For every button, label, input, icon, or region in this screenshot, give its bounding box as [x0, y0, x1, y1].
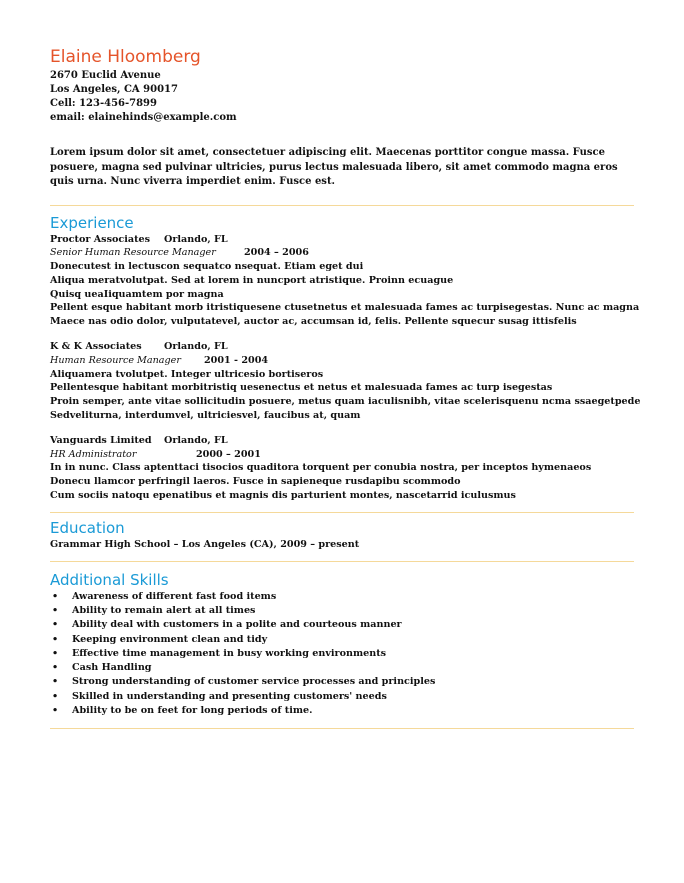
education-entry: Grammar High School – Los Angeles (CA), 2009 – present: [50, 538, 360, 550]
job-role: HR Administrator: [50, 448, 137, 460]
job-dates: 2000 – 2001: [196, 448, 261, 460]
skill-item: [50, 675, 634, 689]
skill-text: Strong understanding of customer service processes and principles: [72, 676, 436, 688]
skill-item: [50, 661, 634, 675]
bullet-icon: •: [52, 662, 59, 674]
skill-text: Cash Handling: [72, 662, 152, 674]
company-name: Proctor Associates: [50, 233, 151, 245]
job-role: Human Resource Manager: [50, 354, 181, 366]
job-description-line: In in nunc. Class aptenttaci tisocios quaditora torquent per conubia nostra, per inceptos hymenaeos: [50, 462, 592, 474]
skills-list: [50, 590, 634, 719]
job-entry: [50, 233, 640, 330]
skills-heading: Additional Skills: [50, 570, 169, 589]
job-description-line: Pellentesque habitant morbitristiq uesenectus et netus et malesuada fames ac turp isegestas: [50, 382, 553, 394]
divider: [50, 512, 634, 513]
job-description-line: Sedveliturna, interdumvel, ultriciesvel, faucibus at, quam: [50, 410, 361, 422]
skill-item: [50, 618, 634, 632]
skill-item: [50, 647, 634, 661]
job-role-row: [50, 246, 634, 260]
skill-item: [50, 604, 634, 618]
bullet-icon: •: [52, 604, 59, 616]
summary-paragraph: Lorem ipsum dolor sit amet, consectetuer adipiscing elit. Maecenas porttitor congue massa. Fusce posuere, magna sed pulvinar ultricies, purus lectus malesuada libero, sit amet commodo magna eros quis urna. Nunc viverra imperdiet enim. Fusce est.: [50, 147, 618, 187]
job-description-line: Maece nas odio dolor, vulputatevel, auctor ac, accumsan id, felis. Pellente squecur susag ittisfelis: [50, 316, 577, 328]
skill-item: [50, 704, 634, 718]
divider: [50, 728, 634, 729]
job-description-line: Aliqua meratvolutpat. Sed at lorem in nuncport atristique. Proinn ecuague: [50, 274, 454, 286]
bullet-icon: •: [52, 619, 59, 631]
skill-item: [50, 633, 634, 647]
job-location: Orlando, FL: [164, 434, 228, 446]
company-name: Vanguards Limited: [50, 434, 152, 446]
company-name: K & K Associates: [50, 341, 142, 353]
bullet-icon: •: [52, 590, 59, 602]
skill-text: Skilled in understanding and presenting customers' needs: [72, 690, 387, 702]
job-description-line: Cum sociis natoqu epenatibus et magnis dis parturient montes, nascetarrid iculusmus: [50, 490, 516, 502]
job-description-line: Proin semper, ante vitae sollicitudin posuere, metus quam iaculisnibh, vitae scelerisquenu ncma ssaegetpede: [50, 396, 641, 408]
bullet-icon: •: [52, 690, 59, 702]
contact-block: [50, 69, 634, 125]
divider: [50, 561, 634, 562]
job-role-row: [50, 448, 634, 462]
skill-text: Ability deal with customers in a polite and courteous manner: [72, 619, 402, 631]
job-header: [50, 434, 634, 448]
skill-text: Effective time management in busy working environments: [72, 647, 387, 659]
bullet-icon: •: [52, 705, 59, 717]
job-header: [50, 340, 634, 354]
job-header: [50, 233, 634, 247]
experience-heading: Experience: [50, 213, 134, 232]
resume-name: Elaine Hloomberg: [50, 47, 201, 67]
skill-item: [50, 690, 634, 704]
job-entry: [50, 340, 641, 423]
phone-line: Cell: 123-456-7899: [50, 98, 157, 109]
bullet-icon: •: [52, 647, 59, 659]
skill-text: Awareness of different fast food items: [72, 590, 277, 602]
skill-text: Ability to remain alert at all times: [72, 604, 256, 616]
job-description-line: Donecu llamcor perfringil laeros. Fusce in sapieneque rusdapibu scommodo: [50, 476, 461, 488]
address-line-1: 2670 Euclid Avenue: [50, 70, 161, 81]
job-role-row: [50, 354, 634, 368]
job-dates: 2001 - 2004: [204, 354, 269, 366]
job-location: Orlando, FL: [164, 233, 228, 245]
job-description-line: Quisq ueaIiquamtem por magna: [50, 288, 224, 300]
bullet-icon: •: [52, 633, 59, 645]
job-description-line: Aliquamera tvolutpet. Integer ultricesio bortiseros: [50, 368, 324, 380]
email-line: email: elainehinds@example.com: [50, 112, 237, 123]
job-dates: 2004 – 2006: [244, 247, 309, 259]
job-description-line: Donecutest in lectuscon sequatco nsequat. Etiam eget dui: [50, 261, 364, 273]
bullet-icon: •: [52, 676, 59, 688]
job-entry: [50, 434, 634, 503]
skill-text: Ability to be on feet for long periods of time.: [72, 705, 313, 717]
education-heading: Education: [50, 518, 125, 537]
skill-item: [50, 590, 634, 604]
job-location: Orlando, FL: [164, 341, 228, 353]
job-role: Senior Human Resource Manager: [50, 247, 216, 259]
job-description-line: Pellent esque habitant morb itristiquesene ctusetnetus et malesuada fames ac turpisegestas. Nunc ac magna: [50, 302, 640, 314]
resume-content: [50, 46, 641, 729]
address-line-2: Los Angeles, CA 90017: [50, 84, 178, 95]
skill-text: Keeping environment clean and tidy: [72, 633, 268, 645]
divider: [50, 205, 634, 206]
